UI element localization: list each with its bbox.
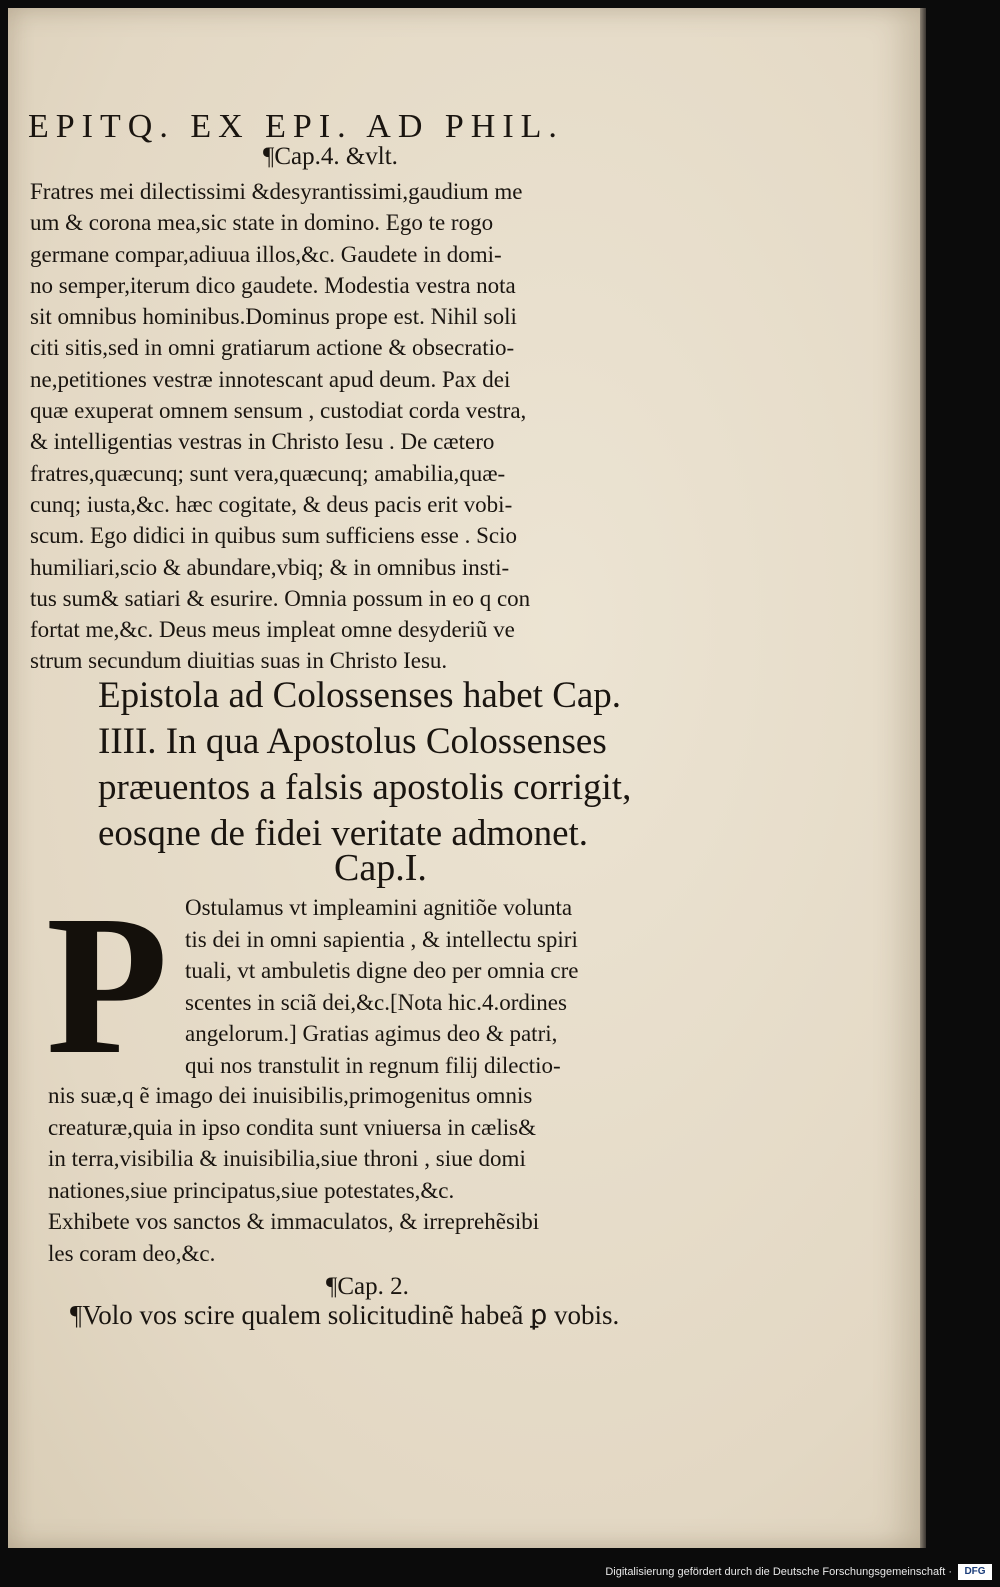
book-page bbox=[8, 8, 920, 1548]
title-line: præuentos a falsis apostolis corrigit, bbox=[98, 767, 632, 808]
chapter-heading: ¶Cap.4. &vlt. bbox=[263, 143, 398, 170]
text-line: scentes in sciã dei,&c.[Nota hic.4.ordines bbox=[185, 989, 567, 1015]
chapter-one-text bbox=[48, 1080, 738, 1269]
text-line: scum. Ego didici in quibus sum sufficiens esse . Scio bbox=[30, 523, 518, 549]
title-line: IIII. In qua Apostolus Colossenses bbox=[98, 721, 607, 762]
text-line: cunq; iusta,&c. hæc cogitate, & deus pacis erit vobi- bbox=[30, 491, 513, 517]
funding-credit: Digitalisierung gefördert durch die Deutsche Forschungsgemeinschaft · bbox=[605, 1566, 952, 1578]
text-line: strum secundum diuitias suas in Christo Iesu. bbox=[30, 648, 448, 674]
body-text bbox=[30, 176, 720, 677]
text-line: Ostulamus vt impleamini agnitiõe volunta bbox=[185, 895, 573, 920]
text-line: les coram deo,&c. bbox=[48, 1240, 216, 1266]
section-title bbox=[98, 673, 738, 857]
drop-cap: P bbox=[46, 875, 169, 1096]
text-line: Fratres mei dilectissimi &desyrantissimi,gaudium me bbox=[30, 179, 523, 204]
text-line: germane compar,adiuua illos,&c. Gaudete in domi- bbox=[30, 241, 502, 267]
chapter-one-heading: Cap.I. bbox=[334, 847, 427, 889]
dfg-logo: DFG bbox=[958, 1564, 992, 1580]
text-line: Exhibete vos sanctos & immaculatos, & irreprehẽsibi bbox=[48, 1209, 540, 1234]
text-line: & intelligentias vestras in Christo Iesu . De cætero bbox=[30, 429, 495, 455]
chapter-two-first-line: ¶Volo vos scire qualem solicitudinẽ habeã ꝑ vobis. bbox=[70, 1300, 620, 1330]
text-line: qui nos transtulit in regnum filij dilectio- bbox=[185, 1052, 561, 1078]
text-line: tis dei in omni sapientia , & intellectu spiri bbox=[185, 926, 578, 952]
chapter-one-indented-text bbox=[185, 892, 725, 1081]
text-line: quæ exuperat omnem sensum , custodiat corda vestra, bbox=[30, 398, 527, 424]
text-line: citi sitis,sed in omni gratiarum actione & obsecratio- bbox=[30, 335, 515, 361]
text-line: tuali, vt ambuletis digne deo per omnia cre bbox=[185, 958, 579, 983]
text-line: fortat me,&c. Deus meus impleat omne desyderiũ ve bbox=[30, 617, 515, 643]
text-line: in terra,visibilia & inuisibilia,siue throni , siue domi bbox=[48, 1146, 526, 1171]
text-line: sit omnibus hominibus.Dominus prope est. Nihil soli bbox=[30, 304, 517, 330]
text-line: nis suæ,q ẽ imago dei inuisibilis,primogenitus omnis bbox=[48, 1083, 533, 1108]
text-line: um & corona mea,sic state in domino. Ego te rogo bbox=[30, 210, 494, 236]
text-line: nationes,siue principatus,siue potestates,&c. bbox=[48, 1177, 455, 1203]
footer-bar bbox=[0, 1558, 1000, 1587]
text-line: ne,petitiones vestræ innotescant apud deum. Pax dei bbox=[30, 366, 511, 392]
page-edge bbox=[920, 8, 926, 1548]
title-line: eosqne de fidei veritate admonet. bbox=[98, 813, 589, 854]
text-line: tus sum& satiari & esurire. Omnia possum in eo q con bbox=[30, 585, 531, 611]
text-line: no semper,iterum dico gaudete. Modestia vestra nota bbox=[30, 272, 516, 298]
text-line: creaturæ,quia in ipso condita sunt vniuersa in cælis& bbox=[48, 1114, 537, 1140]
title-line: Epistola ad Colossenses habet Cap. bbox=[98, 675, 622, 716]
running-head: EPITQ. EX EPI. AD PHIL. bbox=[28, 108, 564, 145]
text-line: humiliari,scio & abundare,vbiq; & in omnibus insti- bbox=[30, 554, 510, 580]
text-line: fratres,quæcunq; sunt vera,quæcunq; amabilia,quæ- bbox=[30, 460, 506, 486]
chapter-two-heading: ¶Cap. 2. bbox=[326, 1273, 409, 1300]
text-line: angelorum.] Gratias agimus deo & patri, bbox=[185, 1021, 558, 1046]
